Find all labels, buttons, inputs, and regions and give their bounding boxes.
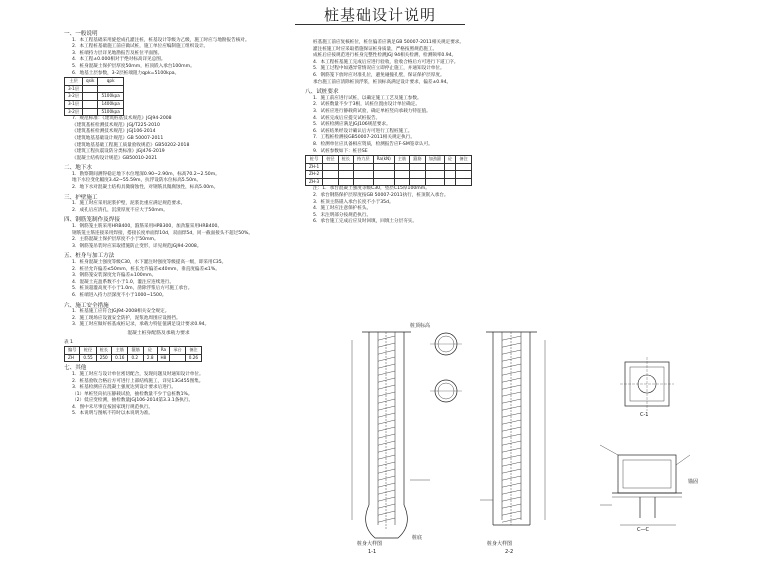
stirrup-line: [502, 413, 521, 417]
note-line: 桩基施工前应复核桩位，桩位偏差应满足GB 50007-2011相关规定要求。: [313, 40, 464, 45]
stirrup-line: [502, 455, 521, 459]
note-line: 《混凝土结构设计规范》GB50010-2021: [72, 155, 158, 161]
stirrup-line: [378, 378, 395, 382]
note-line: 4．图中未尽事宜按国家现行规范执行。: [72, 404, 154, 410]
note-line: 2．地下水对混凝土结构具微腐蚀性，对钢筋具微腐蚀性，标高5.00m。: [72, 185, 219, 191]
pile-cross-sections: [430, 333, 462, 402]
table-cell: 3-2层: [65, 108, 83, 116]
stirrup-line: [378, 476, 395, 480]
stirrup-line: [378, 392, 395, 396]
stirrup-line: [378, 357, 395, 361]
table-cell: ZH-1: [306, 163, 323, 171]
stirrup-line: [378, 406, 395, 410]
table-header-cell: 编号: [65, 347, 80, 355]
pile1-sub: 1-1: [368, 549, 377, 555]
note-line: 2．桩基验收合格后方可进行上部结构施工，详见13G455图集。: [72, 378, 204, 384]
note-line: 4．本工程桩基施工完成后应进行验收，验收合格后方可进行下道工序。: [313, 59, 459, 65]
table-header-cell: qsik: [83, 78, 98, 86]
table-cell: 0.26: [185, 354, 201, 362]
stirrup-line: [378, 504, 395, 508]
stirrup-line: [502, 490, 521, 494]
table-header-cell: 砼: [143, 347, 157, 355]
cap-section: [600, 445, 690, 525]
note-line: 2．承台钢筋保护层厚度按GB 50007-2011执行，桩顶嵌入承台。: [313, 193, 449, 199]
note-line: 《建筑地基基础工程施工质量验收规范》GB50202-2018: [72, 142, 190, 148]
table-header-cell: 持力层: [353, 156, 373, 164]
note-line: 3．钢筋笼吊装时应采取措施防止变形，详见规范JGJ94-2008。: [72, 243, 202, 249]
bottom-label: 桩底: [412, 535, 423, 541]
table-cell: ZH-3: [306, 178, 323, 186]
stirrup-line: [378, 399, 395, 403]
note-line: 地下水位变化幅度3.42~55.59m，抗浮设防水位标高5.50m。: [72, 178, 202, 184]
table-cell: 0.2: [128, 354, 143, 362]
table-header-cell: 桩长: [96, 347, 111, 355]
table-header-cell: 主筋: [112, 347, 128, 355]
stirrup-line: [502, 385, 521, 389]
note-line: 4．本工程±0.000相对于绝对标高详见总图。: [72, 57, 166, 63]
table-header-cell: 土层: [65, 78, 83, 86]
note-line: 3．桩端持力层详见地勘报告及桩位平面图。: [72, 50, 163, 56]
note-line: 5．施工过程中如遇异常情况应立即停止施工，并通知设计单位。: [313, 66, 445, 72]
note-line: 1．本工程基础采用旋挖成孔灌注桩，桩基设计等级为乙级，施工时应与地勘报告核对。: [72, 37, 250, 43]
stirrup-line: [378, 371, 395, 375]
note-line: 6．承台施工完成后应及时回填，回填土分层夯实。: [313, 219, 417, 225]
table-header-cell: 主筋: [394, 156, 409, 164]
stirrup-line: [378, 413, 395, 417]
table-header-cell: 备注: [456, 156, 471, 164]
stirrup-line: [378, 518, 395, 522]
stirrup-line: [502, 469, 521, 473]
note-line: 2．本工程桩基础施工前应做试桩，施工单位应编制施工组织设计。: [72, 44, 209, 50]
note-line: 1．桩身混凝土强度等级C30，水下灌注时强度等级提高一级，即采用C35。: [72, 260, 227, 265]
note-line: 7．工程桩检测按GB50007-2011相关规定执行。: [313, 135, 415, 141]
stirrup-line: [378, 420, 395, 424]
stirrup-line: [378, 469, 395, 473]
note-line: 4．混凝土充盈系数不小于1.0，灌注应连续进行。: [72, 279, 175, 285]
anchor-label: 锚固: [688, 479, 699, 485]
section-heading: 五、桩身与加工方法: [64, 253, 115, 260]
section-heading: 八、试桩要求: [305, 89, 339, 96]
cap-plan: [620, 357, 674, 411]
note-line: 1．钢筋笼主筋采用HRB400，箍筋采用HPB300，加劲箍采用HRB400。: [72, 224, 223, 230]
section-heading: 四、钢筋笼制作及焊接: [64, 217, 120, 224]
stirrup-line: [378, 364, 395, 368]
note-line: 5．桩身混凝土保护层厚度50mm，桩顶嵌入承台100mm。: [72, 63, 195, 69]
note-line: 6．钢筋笼下放时应对准孔位，避免碰撞孔壁，保证保护层厚度。: [313, 72, 445, 78]
top-elev-label: 桩顶标高: [410, 323, 431, 329]
note-line: 9．试桩参数如下：桩径SE: [313, 148, 368, 154]
table-cell: 0.55: [80, 354, 96, 362]
note-line: 《建筑地基基础设计规范》GB 50007-2011: [72, 135, 164, 141]
note-line: 2．试桩数量不少于3根，试桩位置由设计单位确定。: [313, 102, 420, 108]
pile1-label: 桩身大样图: [357, 541, 383, 547]
stirrup-line: [378, 448, 395, 452]
pile-detail-2: [480, 332, 545, 525]
note-line: 5．桩顶超灌高度不小于1.0m，凿除浮浆后方可施工承台。: [72, 286, 193, 292]
stirrup-line: [502, 406, 521, 410]
stirrup-line: [502, 462, 521, 466]
table-label: 表 1: [64, 339, 73, 345]
stirrup-line: [502, 427, 521, 431]
stirrup-line: [378, 490, 395, 494]
pile-detail-1: [352, 332, 430, 538]
note-line: 《建筑基桩检测技术规范》JGJ/T225-2010: [72, 122, 160, 128]
stirrup-line: [502, 420, 521, 424]
table-cell: ZH-2: [306, 171, 323, 179]
stirrup-line: [378, 427, 395, 431]
stirrup-line: [378, 455, 395, 459]
stirrup-line: [502, 511, 521, 515]
note-line: 钢筋笼主筋连接采用焊接，搭接长度单面焊10d，双面焊5d，同一截面接头不超过50%。: [72, 230, 254, 236]
stirrup-line: [502, 357, 521, 361]
note-line: 注：1．承台混凝土强度等级C30，垫层C15厚100mm。: [313, 186, 430, 192]
stirrup-line: [378, 441, 395, 445]
stirrup-line: [502, 497, 521, 501]
stirrup-line: [378, 350, 395, 354]
table-cell: 5100kpa: [98, 108, 123, 116]
stirrup-line: [502, 364, 521, 368]
stirrup-line: [502, 434, 521, 438]
note-line: 灌注桩施工时应采取措施保证桩身质量，严格按照规范施工。: [313, 46, 438, 52]
note-line: 7．规范标准：《建筑桩基技术规范》JGJ94-2008: [72, 116, 172, 122]
table-header-cell: 桩长: [338, 156, 353, 164]
table-header-cell: Ra(kN): [373, 156, 394, 164]
table-header-cell: 承台: [170, 347, 185, 355]
note-line: 2．成孔后应清孔，沉渣厚度不应大于50mm。: [72, 207, 168, 213]
table-header-cell: 加劲箍: [425, 156, 445, 164]
table-cell: 0.16: [112, 354, 128, 362]
note-line: 《建筑基桩检测技术规范》JGJ106-2014: [72, 129, 156, 135]
stirrup-line: [502, 378, 521, 382]
note-line: 6．地基土层参数，3-2层桩端阻力qpk=5100kpa。: [72, 70, 180, 76]
section-label: C—C: [637, 527, 649, 533]
stirrup-line: [502, 448, 521, 452]
note-line: 承台施工前应清除桩顶浮浆，桩顶标高满足设计要求，偏差±0.94。: [313, 79, 452, 85]
stirrup-line: [502, 343, 521, 347]
pile2-label: 桩身大样图: [487, 541, 513, 547]
table-cell: 2.8: [143, 354, 157, 362]
note-line: 5．未注明部分按规范执行。: [313, 212, 372, 218]
note-line: 5．本说明与图纸不符时以本说明为准。: [72, 411, 154, 417]
note-line: 1．勘察期间测得稳定地下水位埋深0.90~2.90m，标高70.2~2.50m。: [72, 171, 220, 177]
stirrup-line: [502, 350, 521, 354]
cap-label: C-1: [640, 412, 649, 418]
table-header-cell: Ra: [157, 347, 170, 355]
sheet-title: 桩基础设计说明: [323, 6, 436, 24]
table-header-cell: 桩号: [306, 156, 323, 164]
table-cell: ZH: [65, 354, 80, 362]
section-heading: 七、其他: [64, 365, 87, 372]
section-heading: 二、地下水: [64, 165, 92, 172]
stirrup-line: [502, 504, 521, 508]
note-line: 3．钢筋笼安装深度允许偏差±100mm。: [72, 273, 157, 279]
table-cell: H8: [157, 354, 170, 362]
note-line: 4．试桩完成后应提交试桩报告。: [313, 115, 381, 121]
stirrup-line: [502, 336, 521, 340]
note-line: 1．施工时应采用泥浆护壁，泥浆比重应满足规范要求。: [72, 201, 186, 207]
note-line: 8．检测单位应具备相应资质，检测报告应F-SM签章认可。: [313, 141, 433, 147]
note-line: 4．施工时应注意保护桩头。: [313, 206, 372, 212]
section-heading: 一、一般说明: [64, 31, 98, 37]
stirrup-line: [378, 343, 395, 347]
pile2-sub: 2-2: [505, 549, 514, 555]
table-cell: 250: [96, 354, 111, 362]
stirrup-line: [502, 441, 521, 445]
section-heading: 六、施工安全措施: [64, 302, 109, 309]
note-line: 6．桩端进入持力层深度不小于1000~1500。: [72, 292, 167, 298]
note-line: 3．桩顶主筋锚入承台长度不小于35d。: [313, 199, 394, 205]
note-line: 2．施工现场应设置安全防护，泥浆池周围应设围挡。: [72, 315, 181, 321]
note-line: 1．桩基施工应符合JGJ94-2008相关安全规定。: [72, 309, 170, 315]
stirrup-line: [378, 483, 395, 487]
note-line: 1．施工时应与设计单位密切配合，发现问题及时通知设计单位。: [72, 371, 204, 377]
table-header-cell: qpk: [98, 78, 123, 86]
table-cell: 3-1层: [65, 100, 83, 108]
note-line: 2．主筋混凝土保护层厚度不小于50mm。: [72, 237, 159, 243]
stirrup-line: [502, 392, 521, 396]
note-line: （1）单桩竖向抗压静载试验，抽检数量不少于总桩数1%。: [72, 391, 193, 397]
note-line: （2）低应变检测，抽检数量JGJ106-2014第3.3.1条执行。: [72, 398, 194, 404]
note-line: 5．试桩检测应满足JGJ106规范要求。: [313, 122, 391, 128]
stirrup-line: [378, 511, 395, 515]
stirrup-line: [502, 483, 521, 487]
stirrup-line: [502, 399, 521, 403]
stirrup-line: [502, 371, 521, 375]
table-header-cell: 箍筋: [410, 156, 425, 164]
stirrup-line: [378, 434, 395, 438]
table-header-cell: 备注: [185, 347, 201, 355]
table-header-cell: 桩径: [80, 347, 96, 355]
table-header-cell: 砼: [445, 156, 456, 164]
stirrup-line: [378, 497, 395, 501]
table-header-cell: 箍筋: [128, 347, 143, 355]
table-cell: 5100kpa: [98, 93, 123, 101]
stirrup-line: [378, 462, 395, 466]
section-heading: 三、护壁施工: [64, 194, 98, 201]
note-line: 1．施工前应进行试桩，以确定施工工艺及施工参数。: [313, 95, 422, 101]
table-cell: 3-2层: [65, 93, 83, 101]
note-line: 3．试桩应进行静载荷试验，确定单桩竖向承载力特征值。: [313, 108, 431, 114]
table-cell: 3-1层: [65, 85, 83, 93]
stirrup-line: [502, 476, 521, 480]
stirrup-line: [378, 385, 395, 389]
note-line: 成桩后应按规范进行桩身完整性检测JGJ 94相关检测，检测频率0.94。: [313, 53, 457, 59]
stirrup-line: [378, 336, 395, 340]
note-line: 3．施工时应做好桩基成桩记录，承载力特征值满足设计要求0.94。: [72, 322, 210, 328]
note-line: 混凝土桩身配筋及承载力要求: [127, 330, 190, 336]
note-line: 2．桩径允许偏差≤50mm，桩长允许偏差≤40mm，垂直度偏差≤1%。: [72, 266, 220, 272]
table-cell: 1400kpa: [98, 100, 123, 108]
note-line: 6．试桩结果经设计确认后方可进行工程桩施工。: [313, 128, 413, 134]
stirrup-line: [502, 518, 521, 522]
note-line: 《建筑工程抗震设防分类标准》JGJ476-2019: [72, 149, 165, 155]
table-header-cell: 桩径: [323, 156, 338, 164]
note-line: 3．桩基检测应在混凝土强度达到设计要求后进行。: [72, 385, 176, 391]
